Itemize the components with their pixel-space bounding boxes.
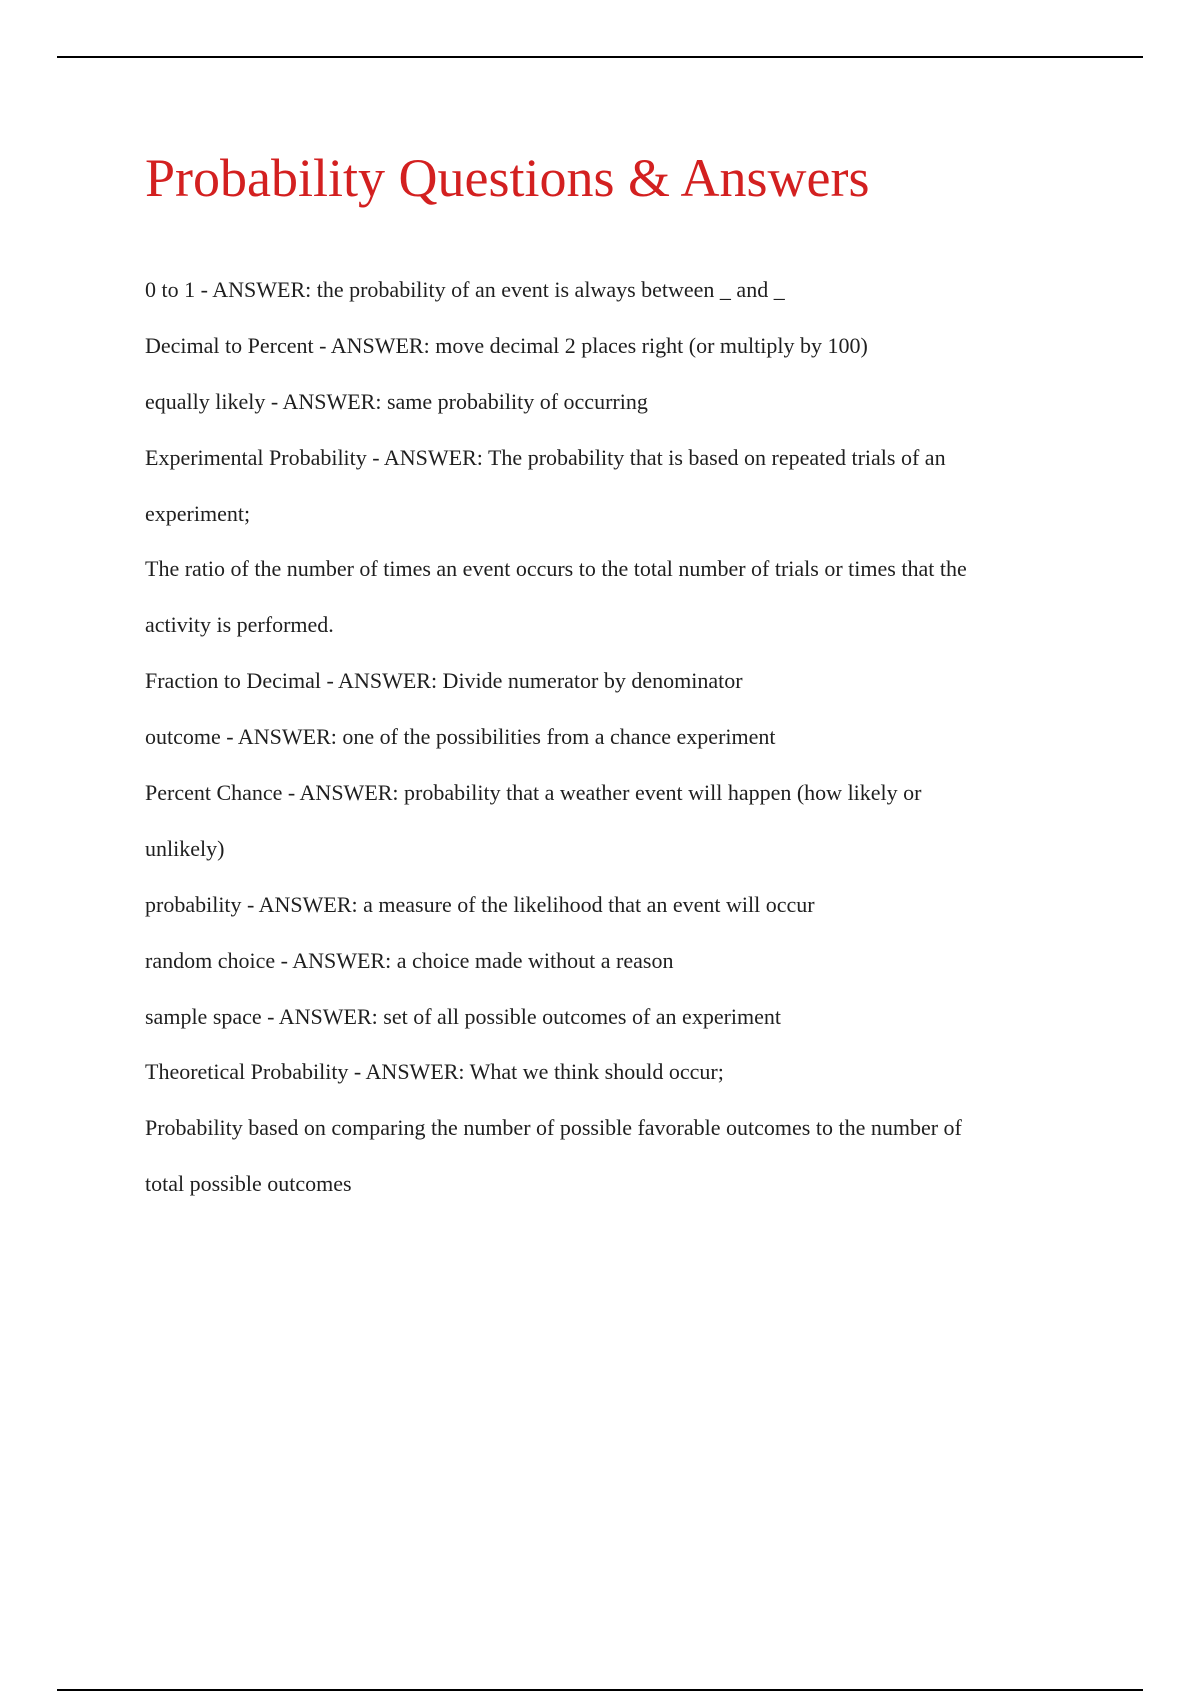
qa-line: Theoretical Probability - ANSWER: What we think should occur; bbox=[145, 1059, 724, 1085]
qa-line: The ratio of the number of times an event occurs to the total number of trials or times that the bbox=[145, 556, 967, 582]
qa-line: experiment; bbox=[145, 500, 251, 526]
qa-line: Probability based on comparing the number of possible favorable outcomes to the number of bbox=[145, 1115, 962, 1141]
qa-line: Fraction to Decimal - ANSWER: Divide numerator by denominator bbox=[145, 668, 743, 694]
qa-line: sample space - ANSWER: set of all possible outcomes of an experiment bbox=[145, 1003, 782, 1029]
qa-line: 0 to 1 - ANSWER: the probability of an event is always between _ and _ bbox=[145, 277, 785, 302]
qa-list bbox=[145, 262, 1075, 1212]
qa-line: total possible outcomes bbox=[145, 1171, 352, 1197]
qa-line: unlikely) bbox=[145, 835, 225, 861]
qa-line: outcome - ANSWER: one of the possibilities from a chance experiment bbox=[145, 724, 776, 750]
qa-line: probability - ANSWER: a measure of the likelihood that an event will occur bbox=[145, 891, 815, 917]
qa-line: Experimental Probability - ANSWER: The probability that is based on repeated trials of an bbox=[145, 444, 946, 470]
top-rule bbox=[57, 56, 1143, 58]
qa-line: activity is performed. bbox=[145, 612, 334, 638]
qa-line: equally likely - ANSWER: same probability of occurring bbox=[145, 388, 648, 414]
page-title: Probability Questions & Answers bbox=[145, 148, 870, 208]
qa-line: Percent Chance - ANSWER: probability that a weather event will happen (how likely or bbox=[145, 780, 922, 806]
qa-line: random choice - ANSWER: a choice made without a reason bbox=[145, 947, 674, 973]
qa-line: Decimal to Percent - ANSWER: move decimal 2 places right (or multiply by 100) bbox=[145, 332, 868, 358]
bottom-rule bbox=[57, 1689, 1143, 1691]
